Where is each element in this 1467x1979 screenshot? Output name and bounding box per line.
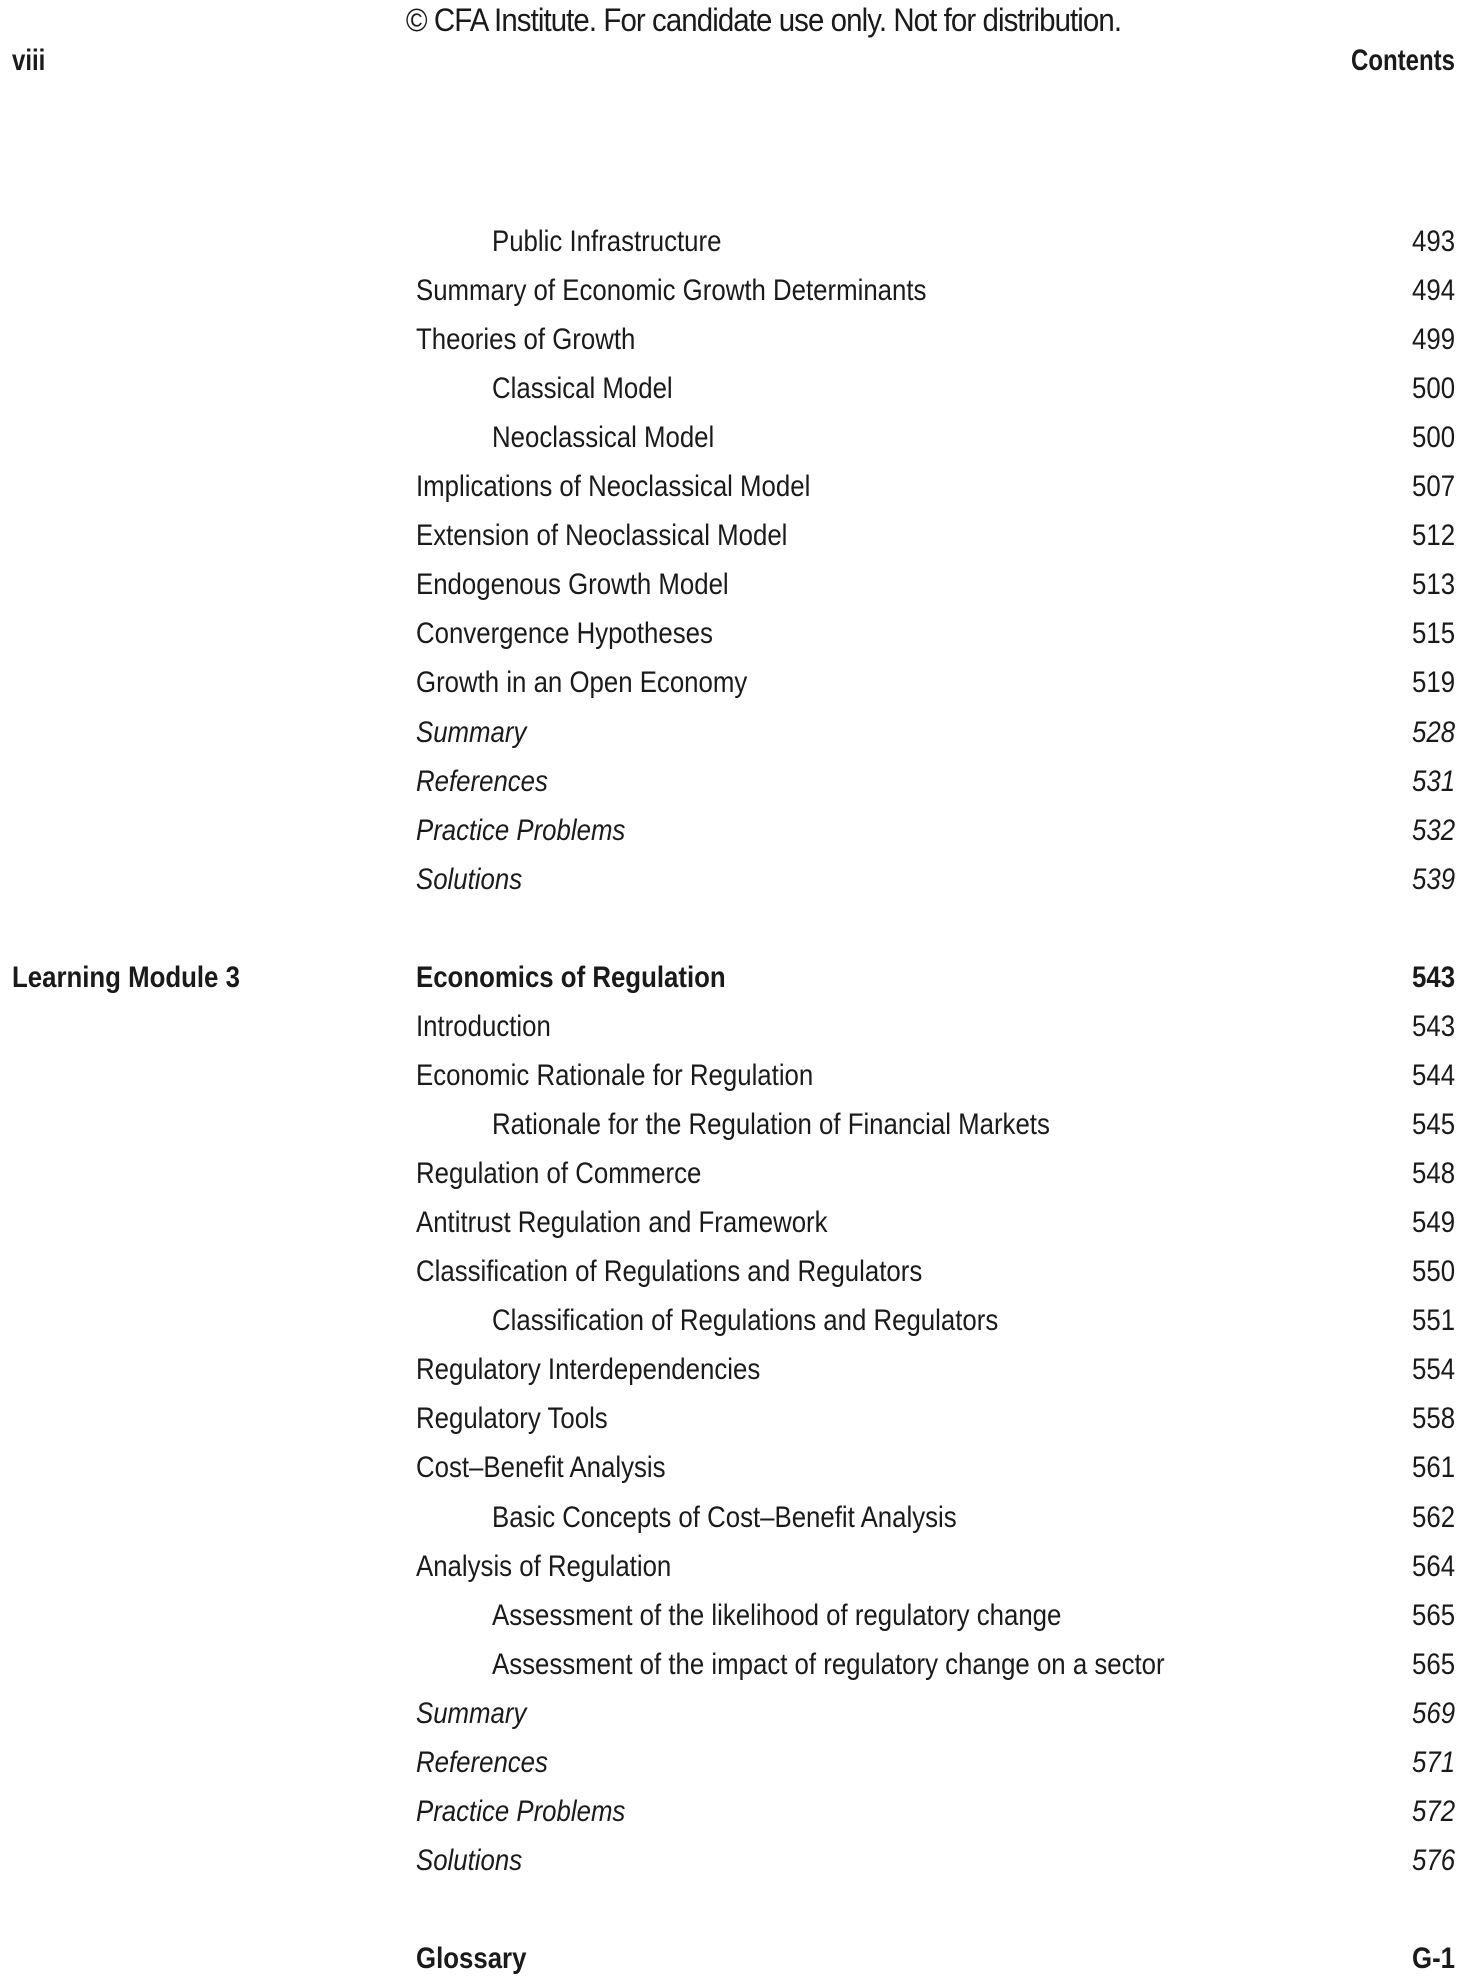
toc-entry-page: 571 <box>1411 1745 1455 1779</box>
toc-entry[interactable] <box>0 271 1467 311</box>
toc-entry-page: 494 <box>1411 274 1455 308</box>
toc-entry[interactable] <box>0 1694 1467 1734</box>
toc-entry[interactable] <box>0 1596 1467 1636</box>
toc-entry-page: 548 <box>1411 1157 1455 1191</box>
toc-entry-title: Regulation of Commerce <box>416 1157 702 1191</box>
toc-entry[interactable] <box>0 222 1467 262</box>
toc-entry-title: Convergence Hypotheses <box>416 617 713 651</box>
toc-glossary[interactable] <box>0 1939 1467 1979</box>
toc-entry[interactable] <box>0 1301 1467 1341</box>
toc-entry-page: 550 <box>1411 1255 1455 1289</box>
toc-entry-title: Summary of Economic Growth Determinants <box>416 274 927 308</box>
toc-entry-page: 562 <box>1411 1500 1455 1534</box>
toc-entry[interactable] <box>0 1547 1467 1587</box>
toc-entry-page: 565 <box>1411 1598 1455 1632</box>
toc-entry-title: Classical Model <box>492 372 673 406</box>
running-header <box>12 44 1455 84</box>
toc-module-heading[interactable] <box>0 958 1467 998</box>
glossary-title: Glossary <box>416 1942 527 1975</box>
toc-entry-page: 569 <box>1411 1696 1455 1730</box>
toc-entry-title: References <box>416 1745 548 1779</box>
toc-entry-page: 539 <box>1411 862 1455 896</box>
toc-entry-title: Regulatory Interdependencies <box>416 1353 761 1387</box>
toc-entry[interactable] <box>0 1399 1467 1439</box>
toc-entry[interactable] <box>0 1743 1467 1783</box>
toc-entry-title: Summary <box>416 715 527 749</box>
toc-entry-title: Analysis of Regulation <box>416 1549 672 1583</box>
toc-entry[interactable] <box>0 1154 1467 1194</box>
toc-entry-title: Extension of Neoclassical Model <box>416 519 788 553</box>
toc-entry[interactable] <box>0 811 1467 851</box>
toc-entry-title: Cost–Benefit Analysis <box>416 1451 666 1485</box>
toc-entry-page: 561 <box>1411 1451 1455 1485</box>
toc-entry[interactable] <box>0 1007 1467 1047</box>
toc-entry-page: 499 <box>1411 323 1455 357</box>
toc-entry-title: Endogenous Growth Model <box>416 568 729 602</box>
toc-entry-page: 513 <box>1411 568 1455 602</box>
toc-entry-title: Summary <box>416 1696 527 1730</box>
toc-entry[interactable] <box>0 1792 1467 1832</box>
page-number: viii <box>12 44 46 77</box>
copyright-notice: © CFA Institute. For candidate use only. Not for distribution. <box>405 2 1122 38</box>
toc-entry-title: References <box>416 764 548 798</box>
toc-entry-page: 554 <box>1411 1353 1455 1387</box>
toc-entry[interactable] <box>0 713 1467 753</box>
toc-entry-title: Growth in an Open Economy <box>416 666 748 700</box>
module-page: 543 <box>1411 961 1455 994</box>
toc-entry[interactable] <box>0 1203 1467 1243</box>
toc-entry-page: 500 <box>1411 372 1455 406</box>
toc-entry-title: Solutions <box>416 862 523 896</box>
toc-entry-page: 515 <box>1411 617 1455 651</box>
toc-entry[interactable] <box>0 565 1467 605</box>
toc-entry-title: Solutions <box>416 1843 523 1877</box>
toc-entry[interactable] <box>0 1105 1467 1145</box>
module-label: Learning Module 3 <box>12 961 240 994</box>
toc-entry-page: 545 <box>1411 1108 1455 1142</box>
toc-entry-page: 500 <box>1411 421 1455 455</box>
toc-entry-title: Rationale for the Regulation of Financial Markets <box>492 1108 1050 1142</box>
toc-entry-page: 543 <box>1411 1010 1455 1043</box>
toc-entry-title: Assessment of the likelihood of regulatory change <box>492 1598 1062 1632</box>
toc-entry-page: 507 <box>1411 470 1455 504</box>
toc-entry-title: Practice Problems <box>416 813 626 847</box>
toc-entry-page: 564 <box>1411 1549 1455 1583</box>
toc-entry-page: 493 <box>1411 225 1455 258</box>
toc-entry[interactable] <box>0 860 1467 900</box>
toc-entry-title: Basic Concepts of Cost–Benefit Analysis <box>492 1500 957 1534</box>
toc-entry[interactable] <box>0 663 1467 703</box>
toc-entry[interactable] <box>0 1056 1467 1096</box>
toc-entry[interactable] <box>0 762 1467 802</box>
toc-entry-title: Implications of Neoclassical Model <box>416 470 811 504</box>
toc-entry[interactable] <box>0 1841 1467 1881</box>
toc-entry-title: Regulatory Tools <box>416 1402 608 1436</box>
toc-entry-title: Public Infrastructure <box>492 225 722 258</box>
module-title: Economics of Regulation <box>416 961 726 994</box>
toc-entry-page: 531 <box>1411 764 1455 798</box>
toc-entry-page: 519 <box>1411 666 1455 700</box>
toc-entry[interactable] <box>0 1498 1467 1538</box>
toc-entry-title: Assessment of the impact of regulatory change on a sector <box>492 1647 1165 1681</box>
toc-entry-title: Neoclassical Model <box>492 421 715 455</box>
toc-entry-title: Theories of Growth <box>416 323 636 357</box>
toc-entry[interactable] <box>0 418 1467 458</box>
section-name: Contents <box>1351 44 1455 77</box>
toc-entry[interactable] <box>0 1645 1467 1685</box>
toc-entry-page: 558 <box>1411 1402 1455 1436</box>
toc-entry-page: 532 <box>1411 813 1455 847</box>
toc-entry-page: 565 <box>1411 1647 1455 1681</box>
toc-entry-title: Antitrust Regulation and Framework <box>416 1206 828 1240</box>
toc-entry[interactable] <box>0 320 1467 360</box>
toc-entry[interactable] <box>0 467 1467 507</box>
toc-entry[interactable] <box>0 516 1467 556</box>
toc-entry-title: Classification of Regulations and Regulators <box>416 1255 923 1289</box>
toc-entry-page: 512 <box>1411 519 1455 553</box>
toc-entry-title: Classification of Regulations and Regulators <box>492 1304 999 1338</box>
toc-entry-title: Practice Problems <box>416 1794 626 1828</box>
toc-entry-page: 528 <box>1411 715 1455 749</box>
toc-entry-page: 576 <box>1411 1843 1455 1877</box>
toc-entry-title: Introduction <box>416 1010 551 1043</box>
toc-entry[interactable] <box>0 1448 1467 1488</box>
toc-entry-page: 544 <box>1411 1059 1455 1093</box>
glossary-page: G-1 <box>1411 1942 1455 1975</box>
toc-entry-page: 572 <box>1411 1794 1455 1828</box>
toc-entry-page: 551 <box>1411 1304 1455 1338</box>
toc-entry[interactable] <box>0 369 1467 409</box>
toc-entry[interactable] <box>0 1350 1467 1390</box>
toc-entry[interactable] <box>0 614 1467 654</box>
toc-entry-page: 549 <box>1411 1206 1455 1240</box>
toc-entry-title: Economic Rationale for Regulation <box>416 1059 814 1093</box>
toc-entry[interactable] <box>0 1252 1467 1292</box>
